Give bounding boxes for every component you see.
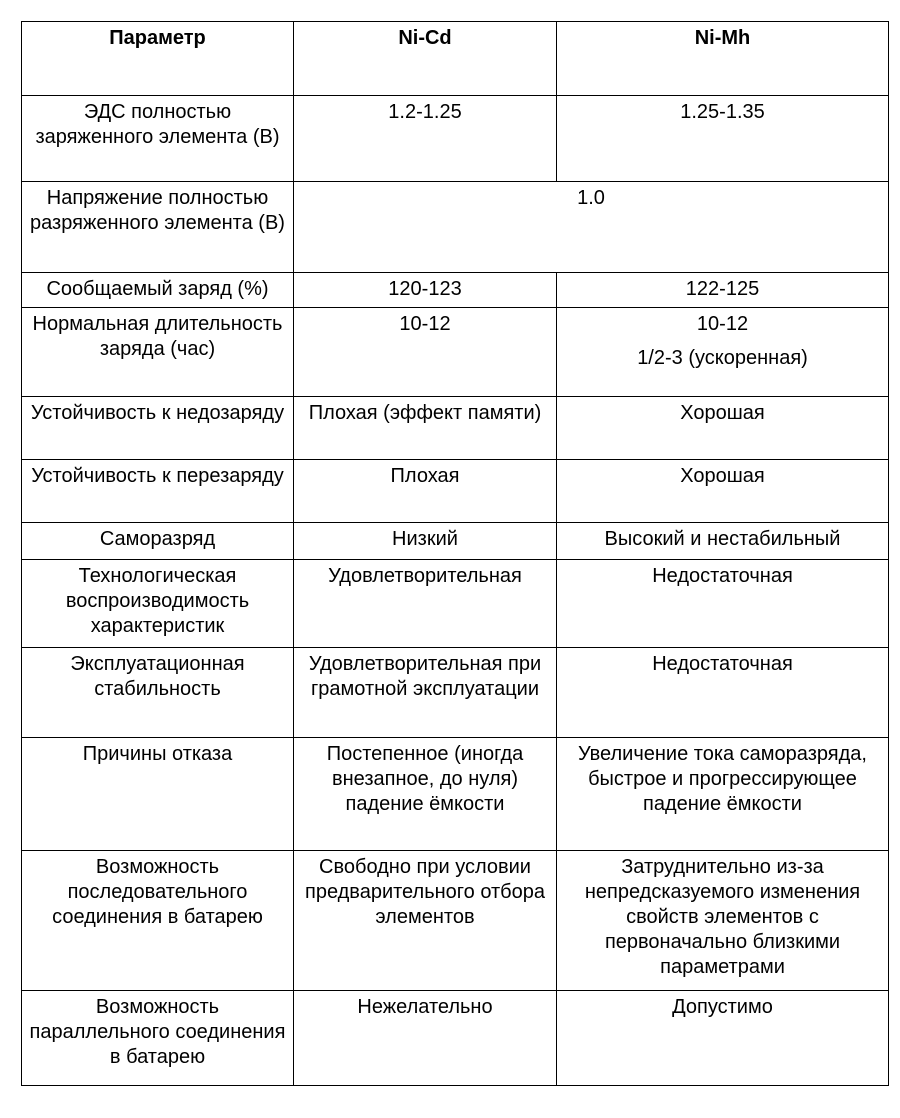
nicd-cell: 1.2-1.25: [294, 96, 557, 182]
nimh-cell: Затруднительно из-за непредсказуемого изменения свойств элементов с первоначально близкими параметрами: [557, 851, 889, 991]
param-cell: Нормальная длительность заряда (час): [22, 308, 294, 397]
nimh-fast-value: 1/2-3 (ускоренная): [637, 347, 808, 369]
nicd-cell: Свободно при условии предварительного отбора элементов: [294, 851, 557, 991]
nimh-cell: 122-125: [557, 273, 889, 308]
param-cell: Саморазряд: [22, 523, 294, 560]
table-row: [22, 397, 889, 460]
nimh-cell: Хорошая: [557, 460, 889, 523]
shared-cell: 1.0: [294, 182, 889, 273]
table-row: [22, 523, 889, 560]
table-row: [22, 308, 889, 397]
param-cell: Эксплуатационная стабильность: [22, 648, 294, 738]
table-row: [22, 560, 889, 648]
param-cell: Возможность последовательного соединения в батарею: [22, 851, 294, 991]
nicd-cell: Плохая: [294, 460, 557, 523]
nicd-cell: 10-12: [294, 308, 557, 397]
table-row: [22, 851, 889, 991]
nimh-cell: Допустимо: [557, 991, 889, 1086]
param-cell: Устойчивость к перезаряду: [22, 460, 294, 523]
comparison-table: [21, 21, 889, 1086]
table-row: [22, 991, 889, 1086]
header-row: [22, 22, 889, 96]
nimh-normal-value: 10-12: [696, 313, 749, 335]
param-cell: Устойчивость к недозаряду: [22, 397, 294, 460]
table-row: [22, 273, 889, 308]
nimh-cell: Недостаточная: [557, 648, 889, 738]
nimh-cell: Недостаточная: [557, 560, 889, 648]
table-row: [22, 738, 889, 851]
nicd-cell: Удовлетворительная при грамотной эксплуатации: [294, 648, 557, 738]
header-parameter: Параметр: [22, 22, 294, 96]
param-cell: Технологическая воспроизводимость характеристик: [22, 560, 294, 648]
param-cell: ЭДС полностью заряженного элемента (В): [22, 96, 294, 182]
table-row: [22, 96, 889, 182]
param-cell: Причины отказа: [22, 738, 294, 851]
header-nicd: Ni-Cd: [294, 22, 557, 96]
nimh-cell: [557, 308, 889, 397]
nicd-cell: Постепенное (иногда внезапное, до нуля) падение ёмкости: [294, 738, 557, 851]
param-cell: Напряжение полностью разряженного элемента (В): [22, 182, 294, 273]
nimh-cell: 1.25-1.35: [557, 96, 889, 182]
nimh-cell: Высокий и нестабильный: [557, 523, 889, 560]
nicd-cell: Нежелательно: [294, 991, 557, 1086]
header-nimh: Ni-Mh: [557, 22, 889, 96]
nicd-cell: 120-123: [294, 273, 557, 308]
nimh-cell: Увеличение тока саморазряда, быстрое и прогрессирующее падение ёмкости: [557, 738, 889, 851]
table-row: [22, 182, 889, 273]
nimh-cell: Хорошая: [557, 397, 889, 460]
param-cell: Сообщаемый заряд (%): [22, 273, 294, 308]
nicd-cell: Низкий: [294, 523, 557, 560]
table-row: [22, 460, 889, 523]
table-row: [22, 648, 889, 738]
param-cell: Возможность параллельного соединения в батарею: [22, 991, 294, 1086]
nicd-cell: Удовлетворительная: [294, 560, 557, 648]
nicd-cell: Плохая (эффект памяти): [294, 397, 557, 460]
